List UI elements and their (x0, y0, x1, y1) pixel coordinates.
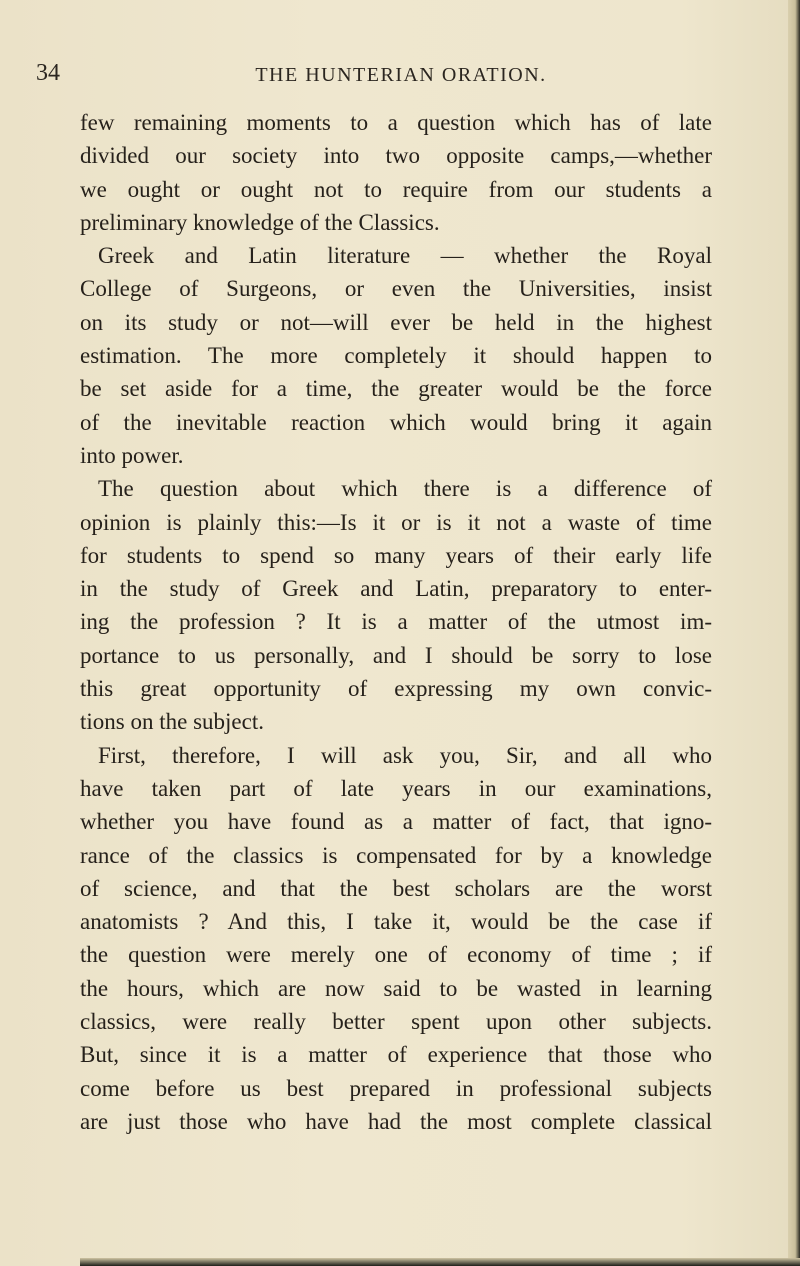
text-line: anatomists ? And this, I take it, would be the case if (80, 909, 712, 935)
text-line: divided our society into two opposite camps,—whether (80, 143, 712, 169)
text-line: But, since it is a matter of experience that those who (80, 1042, 712, 1068)
text-line: ing the profession ? It is a matter of the utmost im- (80, 609, 712, 635)
text-line: for students to spend so many years of their early life (80, 542, 712, 568)
text-line: have taken part of late years in our examinations, (80, 775, 712, 801)
text-line: in the study of Greek and Latin, preparatory to enter- (80, 576, 712, 602)
text-line: this great opportunity of expressing my own convic- (80, 676, 712, 702)
text-line: into power. (80, 442, 184, 468)
text-line: College of Surgeons, or even the Universities, insist (80, 276, 712, 302)
text-line: Greek and Latin literature — whether the Royal (98, 243, 712, 269)
text-line: The question about which there is a difference of (98, 476, 712, 502)
text-line: be set aside for a time, the greater would be the force (80, 376, 712, 402)
text-line: of science, and that the best scholars are the worst (80, 875, 712, 901)
page-bottom-shadow (80, 1258, 800, 1266)
text-line: on its study or not—will ever be held in the highest (80, 309, 712, 335)
text-line: classics, were really better spent upon other subjects. (80, 1009, 712, 1035)
text-line: First, therefore, I will ask you, Sir, and all who (98, 742, 712, 768)
text-line: opinion is plainly this:—Is it or is it not a waste of time (80, 509, 712, 535)
text-line: tions on the subject. (80, 709, 264, 735)
text-line: come before us best prepared in professional subjects (80, 1075, 712, 1101)
text-line: the hours, which are now said to be wasted in learning (80, 975, 712, 1001)
text-line: the question were merely one of economy of time ; if (80, 942, 712, 968)
text-line: estimation. The more completely it should happen to (80, 343, 712, 369)
text-line: preliminary knowledge of the Classics. (80, 209, 440, 235)
text-line: rance of the classics is compensated for by a knowledge (80, 842, 712, 868)
page-edge-shadow (788, 0, 800, 1266)
body-text (80, 106, 712, 1138)
text-line: few remaining moments to a question which has of late (80, 110, 712, 135)
page-header (36, 60, 726, 100)
page-number: 34 (36, 60, 60, 86)
text-line: whether you have found as a matter of fact, that igno- (80, 809, 712, 835)
text-line: of the inevitable reaction which would bring it again (80, 409, 712, 435)
text-line: portance to us personally, and I should be sorry to lose (80, 642, 712, 668)
text-line: are just those who have had the most complete classical (80, 1108, 712, 1134)
text-line: we ought or ought not to require from our students a (80, 176, 712, 202)
running-head: THE HUNTERIAN ORATION. (255, 64, 547, 86)
